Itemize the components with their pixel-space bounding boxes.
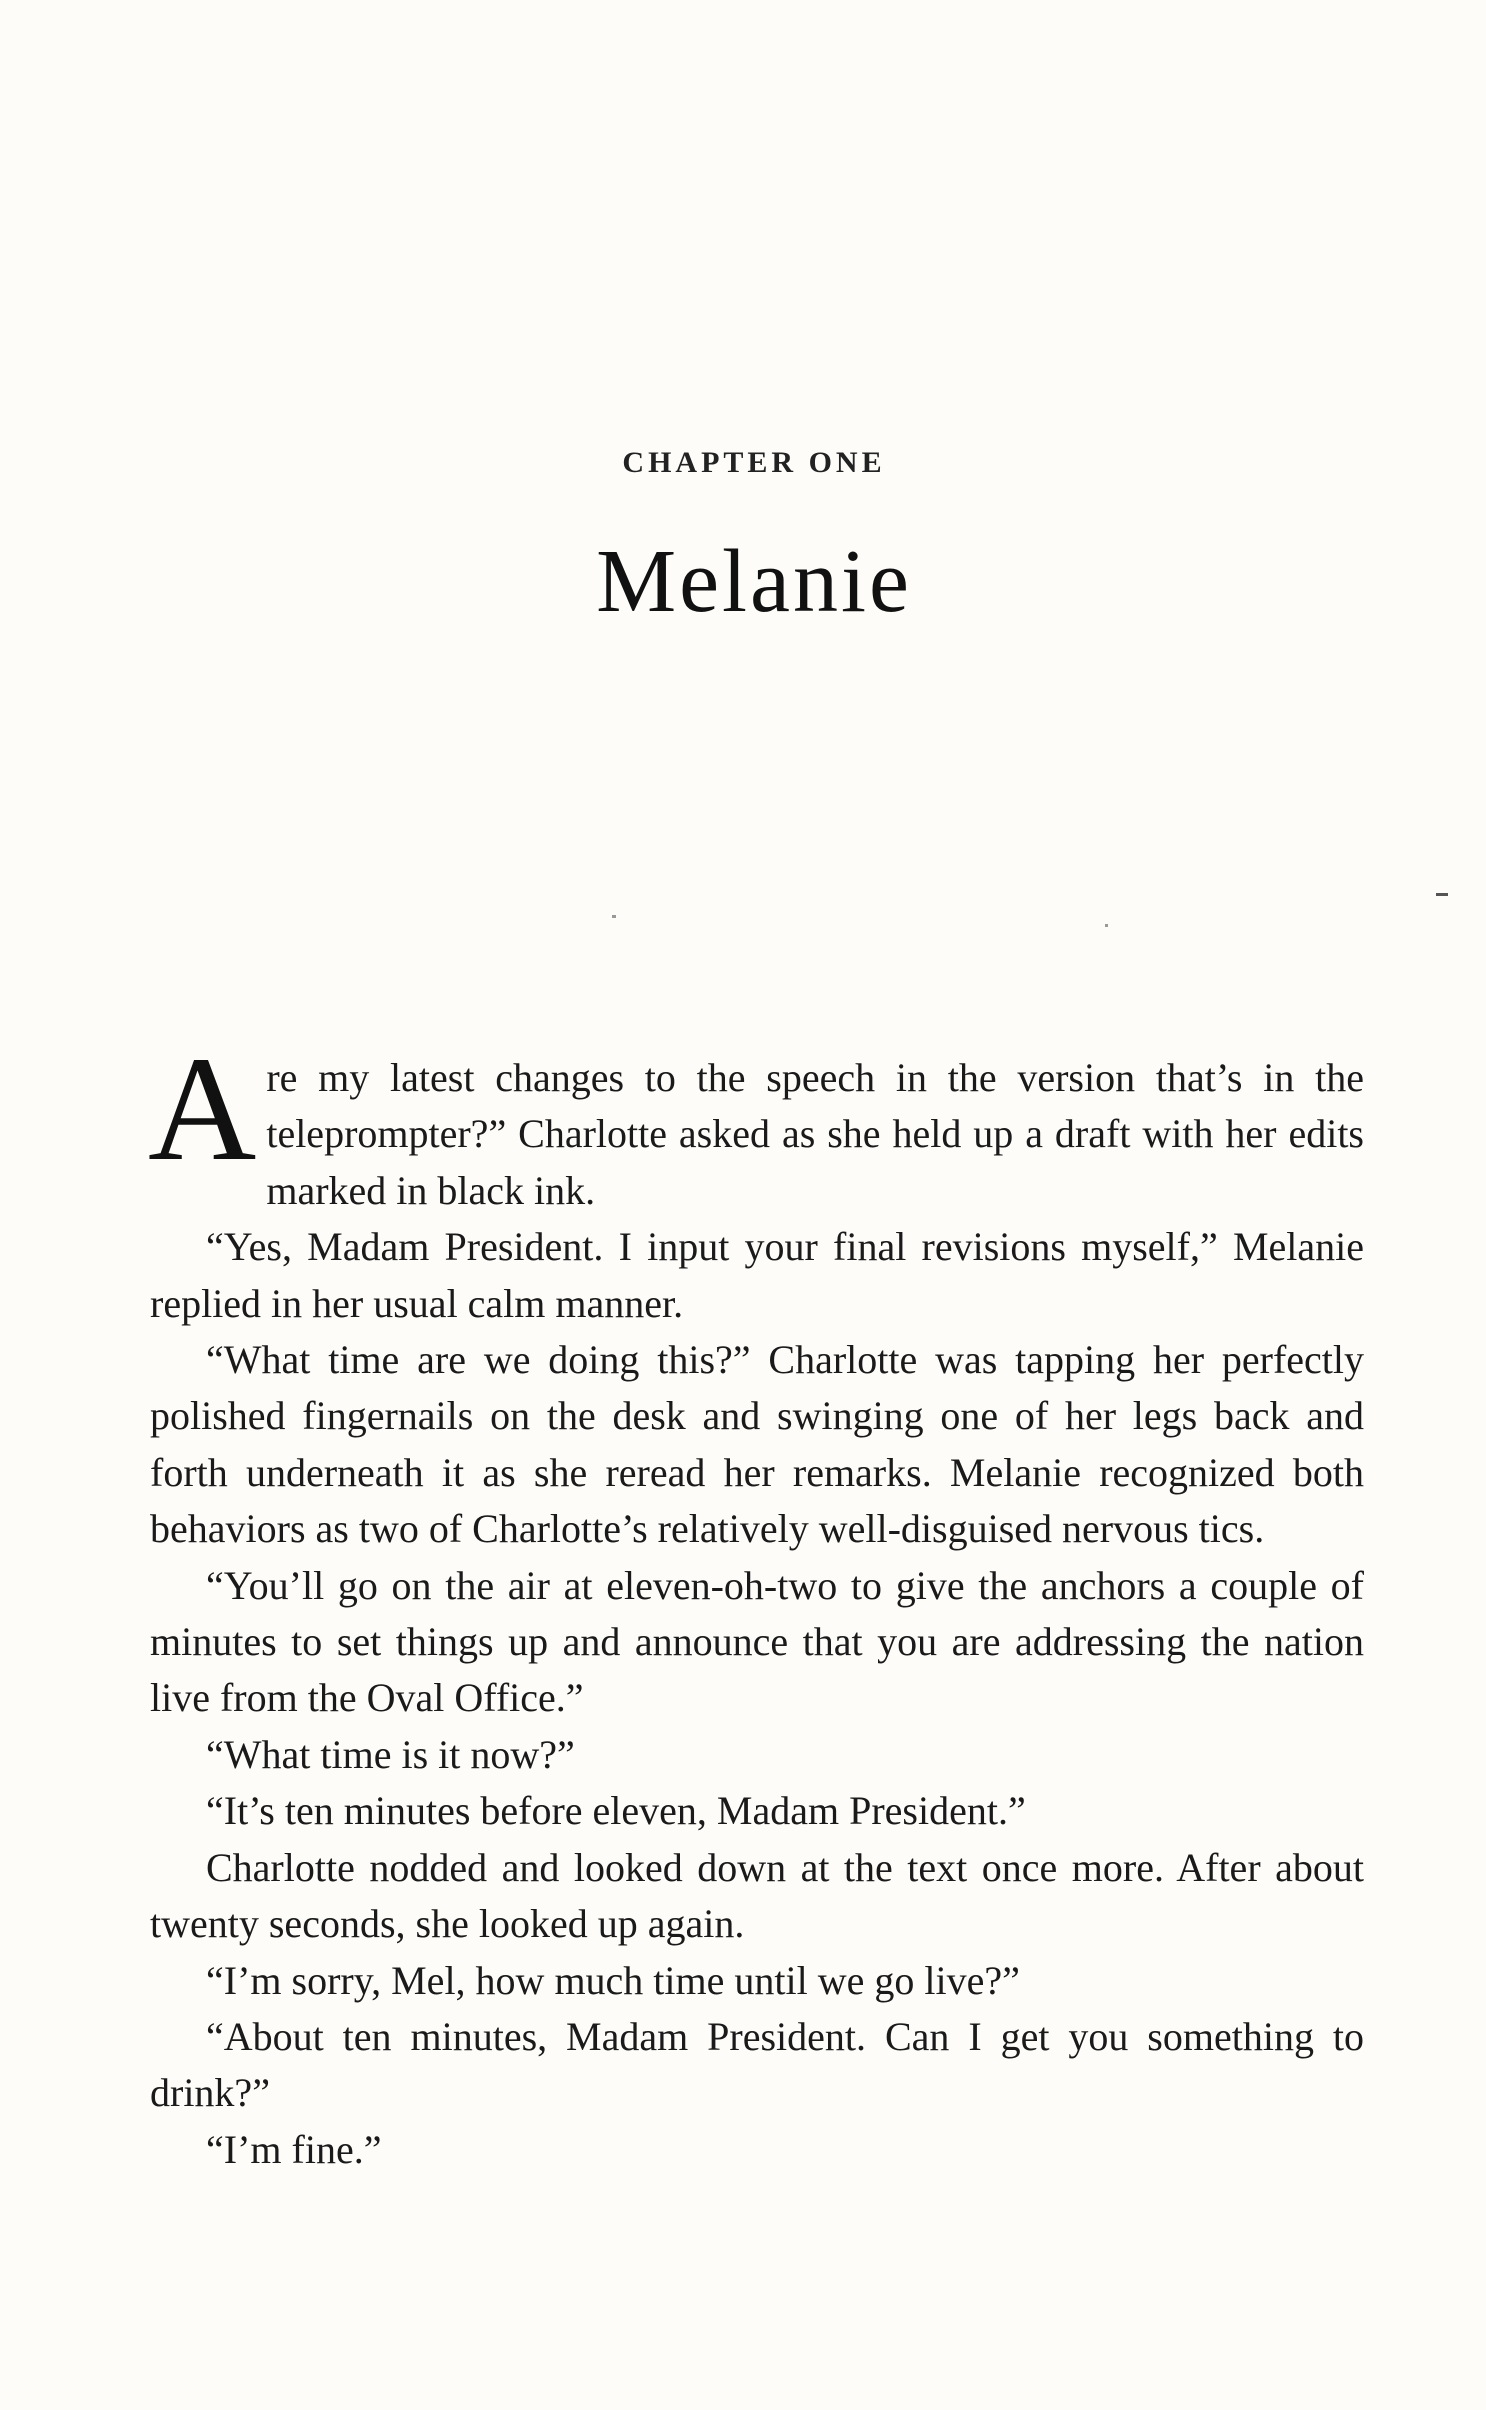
paragraph-3: “What time are we doing this?” Charlotte was tapping her perfectly polished fingernails on the desk and swinging one of her legs back and forth underneath it as she reread her remarks. Melanie recognized both behaviors as two of Charlotte’s relatively well-disguised nervous tics.	[150, 1337, 1364, 1552]
paragraph-9: “About ten minutes, Madam President. Can I get you something to drink?”	[150, 2013, 1364, 2116]
paragraph-8: “I’m sorry, Mel, how much time until we go live?”	[206, 1957, 1020, 2003]
paragraph-2: “Yes, Madam President. I input your final revisions myself,” Melanie replied in her usual calm manner.	[150, 1224, 1364, 1326]
scan-speck	[1105, 924, 1108, 927]
paragraph-4: “You’ll go on the air at eleven-oh-two to give the anchors a couple of minutes to set things up and announce that you are addressing the nation live from the Oval Office.”	[150, 1562, 1364, 1721]
paragraph-1-text: re my latest changes to the speech in the version that’s in the teleprompter?” Charlotte asked as she held up a draft with her edits marked in black ink.	[266, 1055, 1364, 1213]
paragraph-7: Charlotte nodded and looked down at the text once more. After about twenty seconds, she looked up again.	[150, 1844, 1364, 1947]
scan-speck	[1436, 893, 1448, 896]
chapter-title: Melanie	[596, 532, 912, 631]
chapter-label: CHAPTER ONE	[622, 446, 886, 479]
paragraph-6: “It’s ten minutes before eleven, Madam President.”	[206, 1788, 1026, 1834]
paragraph-5: “What time is it now?”	[206, 1731, 575, 1777]
paragraph-10: “I’m fine.”	[206, 2126, 382, 2172]
chapter-body	[148, 1026, 1364, 2178]
paragraph-1	[148, 1026, 1364, 1219]
scan-speck	[612, 915, 616, 918]
drop-cap: A	[148, 1026, 257, 1192]
